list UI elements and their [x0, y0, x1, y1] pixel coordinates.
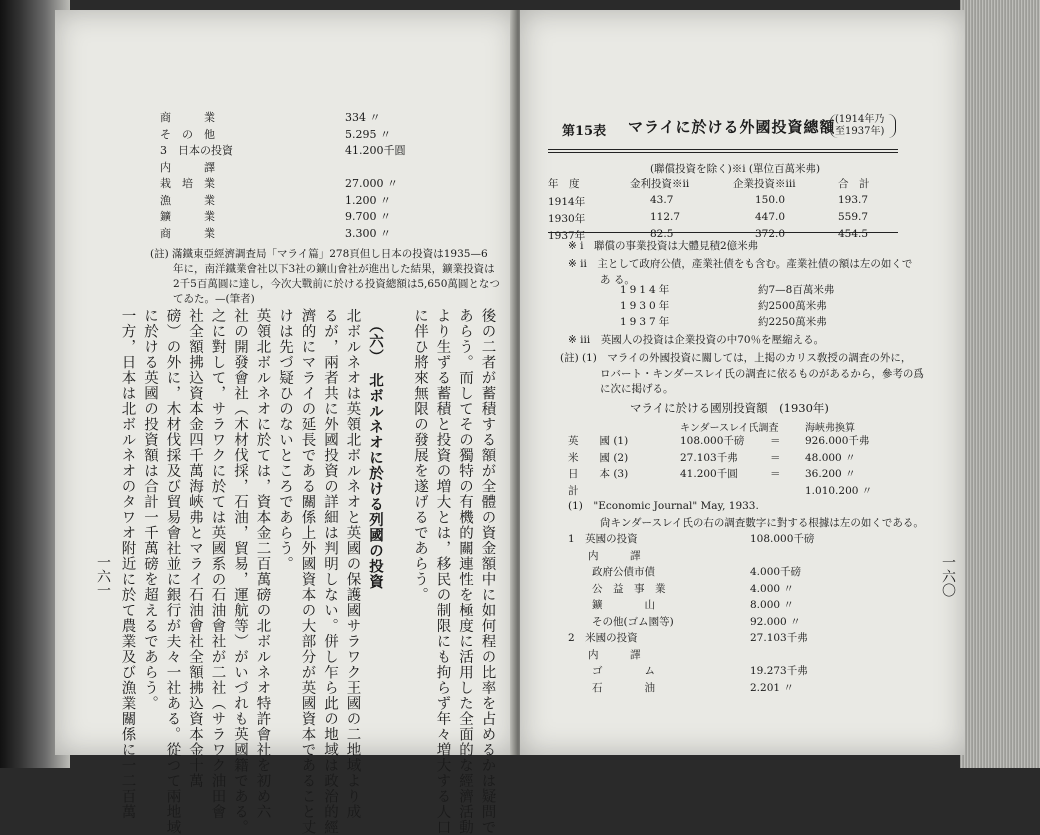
list-value: 27.000 〃 [345, 177, 398, 190]
table-cell: 559.7 [838, 211, 869, 223]
detail-value: 19.273千弗 [750, 665, 808, 677]
list-value: 5.295 〃 [345, 127, 391, 141]
text-column: あらう。而してその獨特の有機的關連性を極度に活用した全面的な經濟活動 [457, 308, 473, 835]
detail-value: 92.000 〃 [750, 615, 801, 628]
list-value: 3.300 〃 [345, 226, 391, 240]
detail-label: 1 英國の投資 [568, 533, 638, 545]
list-label: 鑛 業 [160, 210, 215, 223]
equals-sign: ＝ [770, 451, 781, 464]
table-header: 企業投資※ⅲ [733, 178, 796, 190]
page-number: 一六一 [95, 555, 111, 597]
table-cell: 447.0 [755, 211, 786, 223]
list-label: 商 業 [160, 226, 215, 240]
note-4-cont: ロバート・キンダースレイ氏の調査に依るものがあるから，參考の爲 [600, 368, 924, 380]
detail-label: 石 油 [592, 681, 655, 694]
country-value: 27.103千弗 [680, 451, 738, 464]
detail-label: 内 譯 [588, 648, 641, 661]
detail-value: 8.000 〃 [750, 599, 794, 611]
footnote-line: 2千5百萬圓に達し，今次大戰前に於ける投資總額は5,650萬圓となつ [173, 278, 500, 290]
note-4: (註) (1) マライの外國投資に關しては，上掲のカリス敎授の調査の外に， [560, 352, 912, 364]
text-column: 英領北ボルネオに於ては，資本金二百萬磅の北ボルネオ特許會社を初め六 [254, 308, 271, 820]
table-cell: 43.7 [650, 194, 674, 206]
table-subtitle: (聯償投資を除く)※ⅰ (單位百萬米弗) [650, 163, 821, 175]
reference-note: 尙キンダースレイ氏の右の調査數字に對する根據は左の如くである。 [600, 517, 924, 529]
detail-label: 2 米國の投資 [568, 632, 638, 644]
text-column: 社全額拂込資本金四千萬海峽弗とマライ石油會社全額拂込資本金十萬 [187, 308, 203, 789]
note-4-cont2: に次に掲げる。 [600, 383, 674, 395]
footnote-line: てゐた。—(筆者) [173, 293, 255, 305]
footnote-line: (註) 滿鐵東亞經濟調査局「マライ篇」278頁但し日本の投資は1935—6 [150, 248, 488, 260]
table-cell: 1914年 [548, 196, 586, 208]
detail-value: 2.201 〃 [750, 681, 794, 694]
detail-value: 27.103千弗 [750, 632, 808, 644]
text-column: に於ける英國の投資額は合計一千萬磅を超えるであらう。 [142, 308, 158, 711]
sub-year: 1914年 [620, 284, 673, 296]
detail-label: 鑛 山 [592, 599, 655, 611]
country-head-2: 海峽弗換算 [805, 423, 855, 434]
list-label: 漁 業 [160, 193, 215, 207]
country-name: 英 國 (1) [568, 435, 629, 447]
table-note-2-cont: あ る。 [600, 274, 635, 286]
text-column: に伴ひ將來無限の發展を遂げるであらう。 [412, 308, 428, 603]
text-column: （六） 北ボルネオに於ける列國の投資 [367, 318, 384, 590]
list-value: 41.200千圓 [345, 144, 406, 157]
detail-value: 4.000千磅 [750, 566, 802, 578]
country-converted: 48.000 〃 [805, 451, 856, 464]
list-label: 商 業 [160, 111, 215, 124]
country-value: 108.000千磅 [680, 435, 745, 447]
table-header: 合 計 [838, 178, 870, 190]
table-cell: 372.0 [755, 228, 786, 240]
detail-label: 公 益 事 業 [592, 582, 666, 595]
detail-label: 政府公債市債 [592, 566, 655, 578]
left-page [55, 10, 517, 835]
country-head-1: キンダースレイ氏調査 [680, 423, 779, 434]
table-header: 金利投資※ⅱ [630, 178, 690, 190]
sub-year: 1937年 [620, 316, 673, 328]
text-column: けは先づ疑ひのないところであらう。 [277, 308, 293, 572]
right-page [520, 10, 965, 755]
footnote-line: 年に，南洋鐵業會社以下3社の鑛山會社が進出した結果，鑛業投資は [173, 263, 495, 275]
list-label: そ の 他 [160, 127, 215, 141]
list-label: 内 譯 [160, 160, 215, 174]
text-column: より生ずる蓄積と投資の増大とは，移民の制限にも拘らず年々増大する人口 [434, 308, 451, 835]
country-converted: 926.000千弗 [805, 435, 870, 447]
sub-value: 約7—8百萬米弗 [758, 284, 835, 296]
text-column: 一方，日本は北ボルネオのタワオ附近に於て農業及び漁業關係に一二百萬 [119, 308, 136, 820]
table-note-2: ※ ⅱ 主として政府公債，產業社債をも含む。產業社債の額は左の如くで [568, 258, 913, 270]
detail-label: その他(ゴム園等) [592, 615, 674, 628]
detail-label: 内 譯 [588, 549, 641, 562]
country-value: 41.200千圓 [680, 468, 738, 480]
text-column: 社の開發會社（木材伐採，石油，貿易，運航等）がいづれも英國籍である。 [232, 308, 248, 835]
table-cell: 112.7 [650, 211, 681, 223]
text-column: 磅）の外に，木材伐採及び貿易會社並に銀行が夫々一社ある。從つて兩地域 [164, 308, 181, 835]
table-label: 第15表 [562, 124, 607, 139]
country-converted: 36.200 〃 [805, 468, 856, 480]
table-cell: 454.5 [838, 228, 869, 240]
book-edge-right [960, 0, 1040, 768]
text-column: 後の二者が蓄積する額が全體の資金額中に如何程の比率を占めるかは疑問で [479, 308, 496, 835]
country-table-title: マライに於ける國別投資額 (1930年) [630, 401, 829, 415]
sub-value: 約2250萬米弗 [758, 316, 827, 328]
sub-value: 約2500萬米弗 [758, 300, 827, 312]
equals-sign: ＝ [770, 468, 781, 480]
list-value: 334 〃 [345, 111, 381, 124]
text-column: 濟的にマライの延長である關係上外國資本の大部分が英國資本であること丈 [299, 308, 316, 835]
table-cell: 1930年 [548, 213, 586, 225]
list-value: 9.700 〃 [345, 210, 391, 223]
list-label: 3 日本の投資 [160, 144, 233, 157]
country-name: 日 本 (3) [568, 468, 629, 480]
table-note-3: ※ ⅲ 英國人の投資は企業投資の中70％を壓縮える。 [568, 334, 825, 346]
sub-year: 1930年 [620, 300, 673, 312]
list-label: 栽 培 業 [160, 177, 215, 190]
table-cell: 82.5 [650, 228, 674, 240]
table-note-1: ※ ⅰ 聯償の事業投資は大體見積2億米弗 [568, 240, 759, 252]
equals-sign: ＝ [770, 435, 781, 447]
detail-label: ゴ ム [592, 665, 655, 677]
text-column: 北ボルネオは英領北ボルネオと英國の保護國サラワク王國の二地域より成 [344, 308, 361, 820]
text-column: 之に對して，サラワクに於ては英國系の石油會社が二社（サラワク油田會 [209, 308, 226, 820]
country-converted: 1.010.200 〃 [805, 484, 873, 497]
text-column: るが，兩者共に外國投資の詳細は判明しない。併し乍ら此の地域は政治的經 [322, 308, 338, 835]
reference: (1) "Economic Journal" May, 1933. [568, 500, 759, 512]
detail-value: 4.000 〃 [750, 582, 794, 595]
list-value: 1.200 〃 [345, 193, 391, 207]
country-name: 米 國 (2) [568, 451, 629, 464]
table-title: マライに於ける外國投資總額 [628, 118, 836, 136]
country-name: 計 [568, 484, 579, 497]
table-cell: 1937年 [548, 230, 586, 242]
table-period: (1914年乃至1937年) [830, 114, 896, 138]
page-number: 一六〇 [940, 555, 956, 597]
table-header: 年 度 [548, 178, 580, 190]
detail-value: 108.000千磅 [750, 533, 815, 545]
table-cell: 150.0 [755, 194, 786, 206]
table-cell: 193.7 [838, 194, 869, 206]
